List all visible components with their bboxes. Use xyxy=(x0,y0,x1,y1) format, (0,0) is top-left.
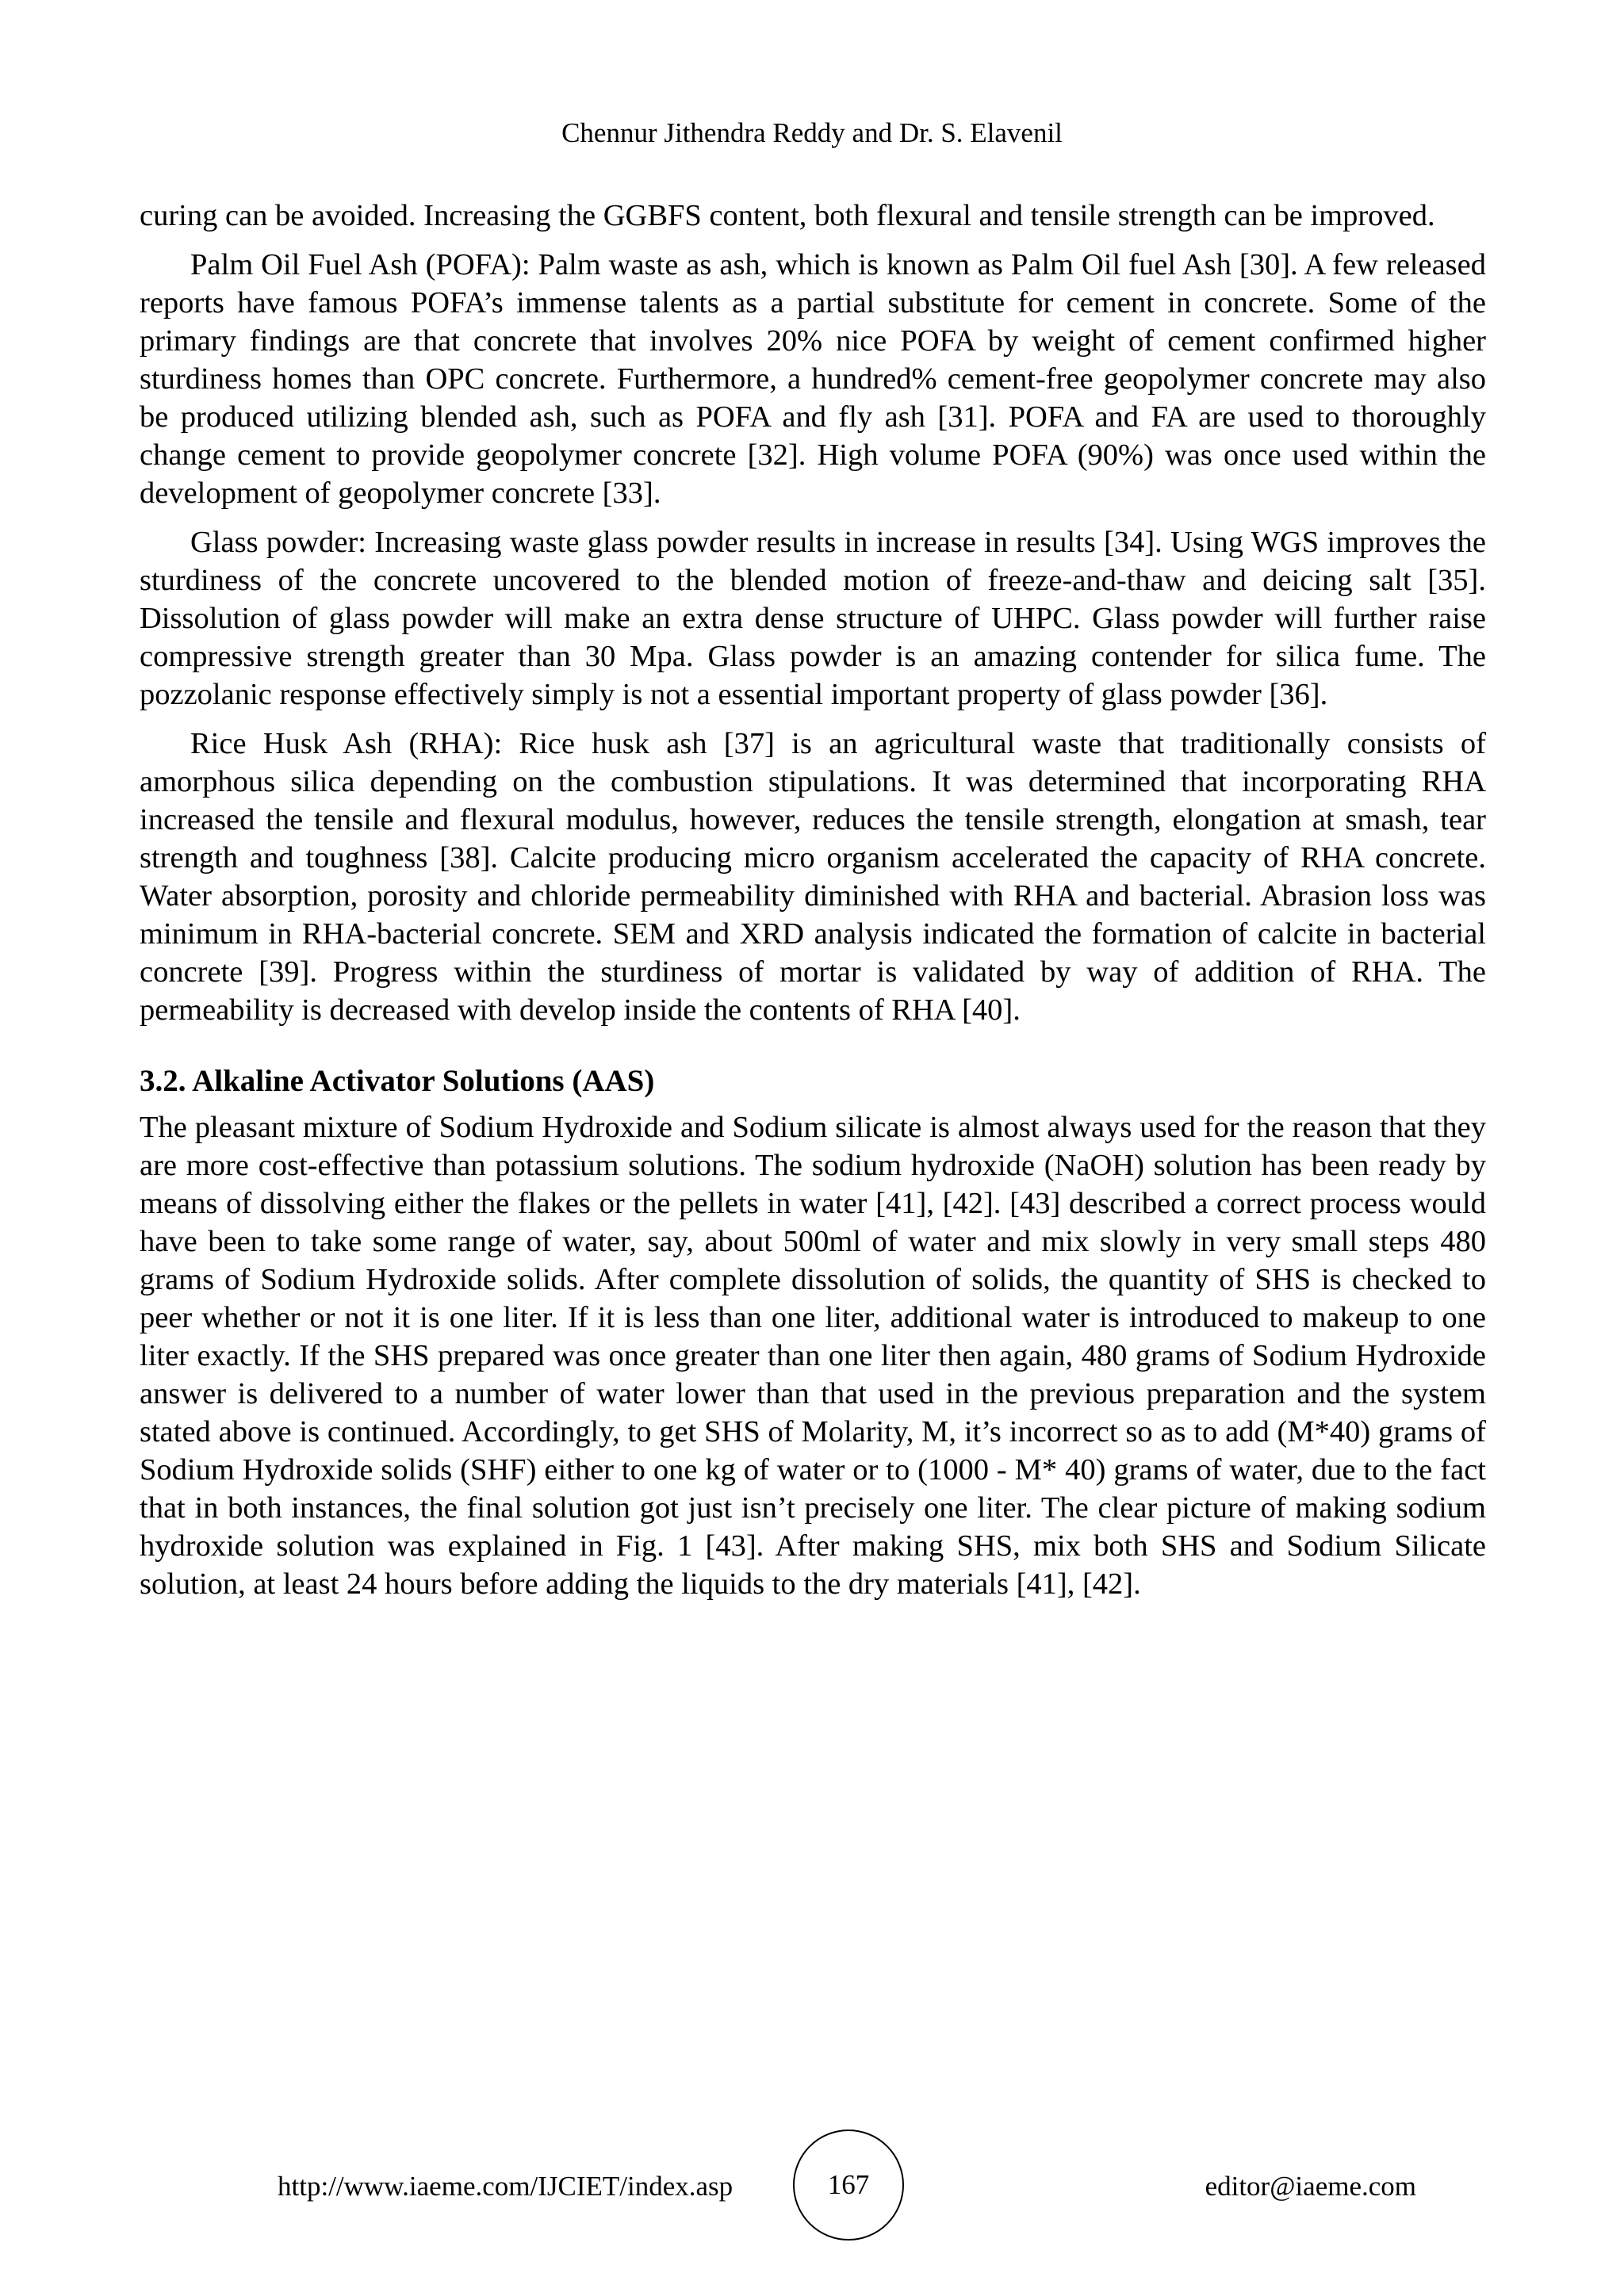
paragraph-rice-husk-ash: Rice Husk Ash (RHA): Rice husk ash [37] is an agricultural waste that traditionally consists of amorphous silica depending on the combustion stipulations. It was determined that incorporating RHA increased the tensile and flexural modulus, however, reduces the tensile strength, elongation at smash, tear strength and toughness [38]. Calcite producing micro organism accelerated the capacity of RHA concrete. Water absorption, porosity and chloride permeability diminished with RHA and bacterial. Abrasion loss was minimum in RHA-bacterial concrete. SEM and XRD analysis indicated the formation of calcite in bacterial concrete [39]. Progress within the sturdiness of mortar is validated by way of addition of RHA. The permeability is decreased with develop inside the contents of RHA [40]. xyxy=(140,727,1486,1027)
paragraph-glass-powder: Glass powder: Increasing waste glass powder results in increase in results [34]. Using WGS improves the sturdiness of the concrete uncovered to the blended motion of freeze-and-thaw and deicing salt [35]. Dissolution of glass powder will make an extra dense structure of UHPC. Glass powder will further raise compressive strength greater than 30 Mpa. Glass powder is an amazing contender for silica fume. The pozzolanic response effectively simply is not a essential important property of glass powder [36]. xyxy=(140,526,1486,711)
paragraph-ggbfs-continuation: curing can be avoided. Increasing the GGBFS content, both flexural and tensile strength can be improved. xyxy=(140,199,1435,232)
footer-url-link[interactable]: http://www.iaeme.com/IJCIET/index.asp xyxy=(278,2171,733,2202)
page-number: 167 xyxy=(793,2130,904,2241)
paragraph-pofa: Palm Oil Fuel Ash (POFA): Palm waste as ash, which is known as Palm Oil fuel Ash [30]. A few released reports have famous POFA’s immense talents as a partial substitute for cement in concrete. Some of the primary findings are that concrete that involves 20% nice POFA by weight of cement confirmed higher sturdiness homes than OPC concrete. Furthermore, a hundred% cement-free geopolymer concrete may also be produced utilizing blended ash, such as POFA and fly ash [31]. POFA and FA are used to thoroughly change cement to provide geopolymer concrete [32]. High volume POFA (90%) was once used within the development of geopolymer concrete [33]. xyxy=(140,248,1486,510)
running-head: Chennur Jithendra Reddy and Dr. S. Elavenil xyxy=(561,117,1063,148)
page-footer xyxy=(0,2130,1624,2248)
footer-email-link[interactable]: editor@iaeme.com xyxy=(1205,2171,1416,2202)
paragraph-alkaline-activator: The pleasant mixture of Sodium Hydroxide and Sodium silicate is almost always used for the reason that they are more cost-effective than potassium solutions. The sodium hydroxide (NaOH) solution has been ready by means of dissolving either the flakes or the pellets in water [41], [42]. [43] described a correct process would have been to take some range of water, say, about 500ml of water and mix slowly in very small steps 480 grams of Sodium Hydroxide solids. After complete dissolution of solids, the quantity of SHS is checked to peer whether or not it is one liter. If it is less than one liter, additional water is introduced to makeup to one liter exactly. If the SHS prepared was once greater than one liter then again, 480 grams of Sodium Hydroxide answer is delivered to a number of water lower than that used in the previous preparation and the system stated above is continued. Accordingly, to get SHS of Molarity, M, it’s incorrect so as to add (M*40) grams of Sodium Hydroxide solids (SHF) either to one kg of water or to (1000 - M* 40) grams of water, due to the fact that in both instances, the final solution got just isn’t precisely one liter. The clear picture of making sodium hydroxide solution was explained in Fig. 1 [43]. After making SHS, mix both SHS and Sodium Silicate solution, at least 24 hours before adding the liquids to the dry materials [41], [42]. xyxy=(140,1111,1486,1601)
article-body xyxy=(140,197,1486,1614)
section-heading: 3.2. Alkaline Activator Solutions (AAS) xyxy=(140,1064,655,1098)
